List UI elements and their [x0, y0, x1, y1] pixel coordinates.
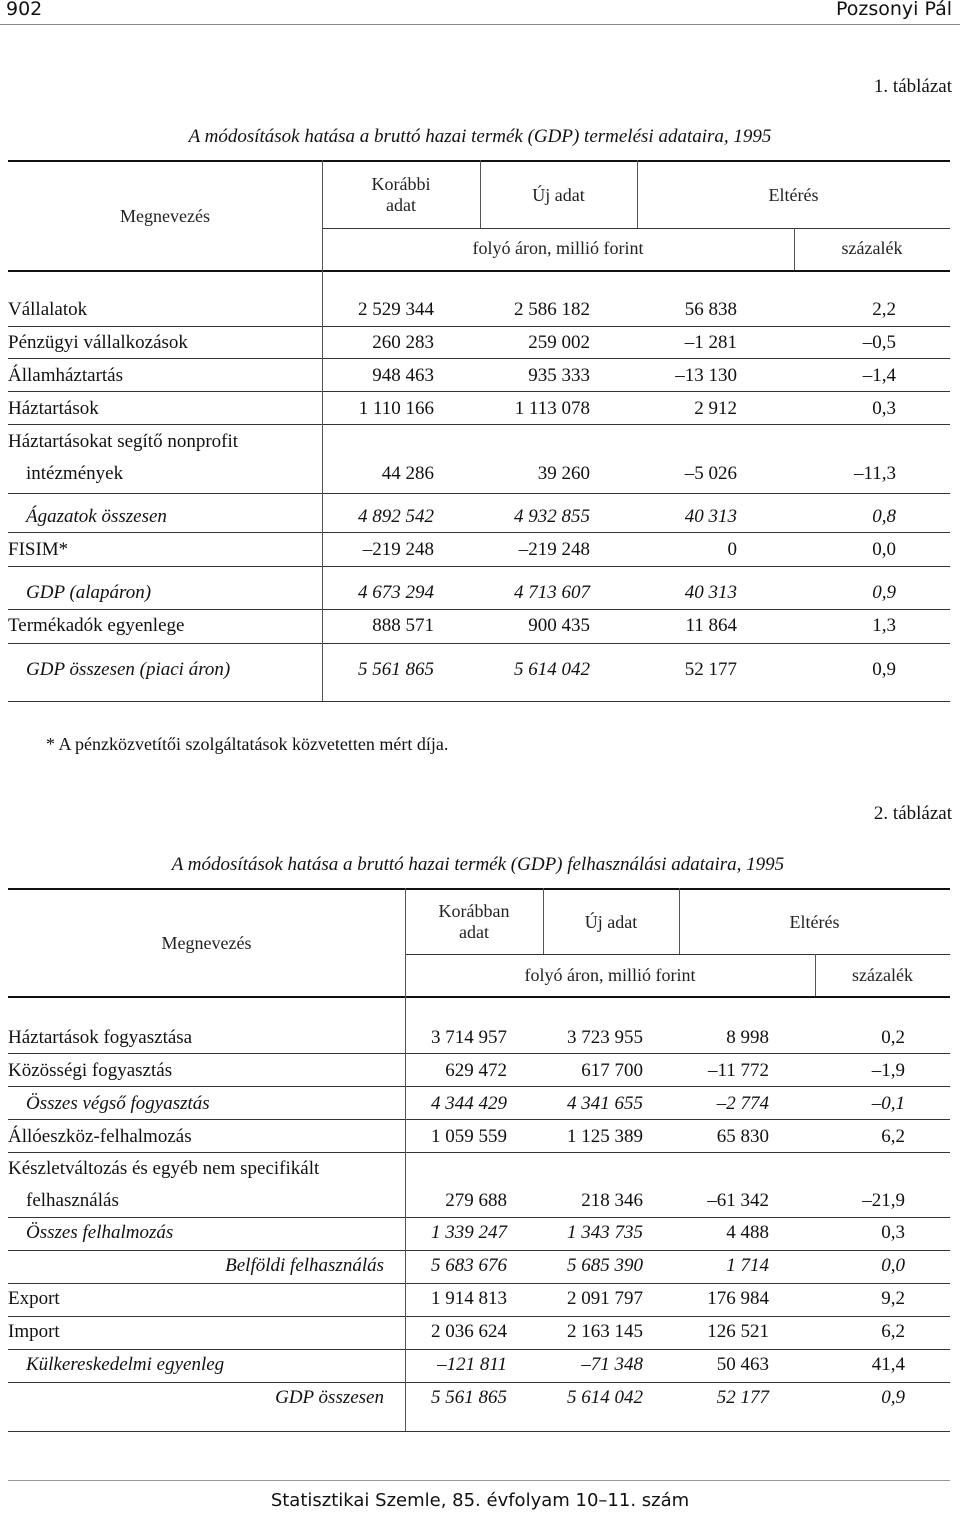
cell-pct: 2,2: [872, 299, 896, 320]
cell-diff: 50 463: [716, 1354, 769, 1375]
table2-col-old-line1: Korábban: [438, 901, 510, 921]
footer-rule: [8, 1480, 950, 1481]
cell-old: 2 529 344: [358, 299, 434, 320]
cell-old: –121 811: [437, 1354, 507, 1375]
cell-diff: 65 830: [716, 1126, 769, 1147]
cell-new: 3 723 955: [567, 1027, 643, 1048]
cell-old: 5 561 865: [431, 1387, 507, 1408]
cell-new: 1 113 078: [514, 398, 590, 419]
cell-diff: –2 774: [716, 1093, 769, 1114]
table2-row-rule: [8, 1217, 950, 1218]
table2-row-rule: [8, 1283, 950, 1284]
cell-new: 2 586 182: [514, 299, 590, 320]
table2-row-rule: [8, 1349, 950, 1350]
cell-old: 1 110 166: [358, 398, 434, 419]
row-label: Ágazatok összesen: [26, 506, 167, 527]
table2-title: A módosítások hatása a bruttó hazai termék (GDP) felhasználási adataira, 1995: [171, 854, 785, 875]
table2-row-rule: [8, 1053, 950, 1054]
table2-row-rule: [8, 1250, 950, 1251]
cell-pct: –21,9: [862, 1190, 905, 1211]
page-number: 902: [6, 0, 43, 20]
table1-row-rule: [8, 358, 950, 359]
table1-row-rule: [8, 566, 950, 567]
cell-pct: 0,0: [872, 539, 896, 560]
cell-new: 617 700: [581, 1060, 643, 1081]
table2-row-rule: [8, 1152, 950, 1153]
table2-col-diff: Eltérés: [789, 912, 840, 932]
cell-new: 39 260: [537, 463, 590, 484]
cell-new: 4 341 655: [567, 1093, 643, 1114]
cell-pct: –11,3: [853, 463, 896, 484]
table1-row-rule: [8, 391, 950, 392]
table1-row-rule: [8, 643, 950, 644]
cell-diff: 52 177: [684, 659, 737, 680]
row-label: Import: [8, 1321, 60, 1342]
cell-old: 279 688: [445, 1190, 507, 1211]
table1-header-bottom-rule: [8, 270, 950, 272]
cell-pct: 0,2: [881, 1027, 905, 1048]
cell-new: 5 614 042: [567, 1387, 643, 1408]
cell-pct: 0,9: [872, 659, 896, 680]
cell-pct: –1,4: [862, 365, 896, 386]
table1-bottom-rule: [8, 701, 950, 702]
table1-col-new: Új adat: [532, 185, 585, 205]
cell-old: 1 059 559: [431, 1126, 507, 1147]
table2-col-old-line2: adat: [459, 922, 489, 942]
table1-col-old-line1: Korábbi: [371, 174, 431, 194]
table1-header-mid-rule: [322, 228, 950, 229]
cell-pct: –1,9: [871, 1060, 905, 1081]
cell-old: 2 036 624: [431, 1321, 507, 1342]
cell-pct: 9,2: [881, 1288, 905, 1309]
cell-pct: 0,0: [881, 1255, 905, 1276]
page-footer: Statisztikai Szemle, 85. évfolyam 10–11. szám: [270, 1490, 690, 1511]
table2-row-rule: [8, 1382, 950, 1383]
table1-row-rule: [8, 609, 950, 610]
cell-old: 5 683 676: [431, 1255, 507, 1276]
cell-diff: 4 488: [726, 1222, 769, 1243]
row-label: Készletváltozás és egyéb nem specifikált: [8, 1158, 320, 1179]
table2-header-mid-rule: [405, 954, 950, 955]
cell-new: 1 125 389: [567, 1126, 643, 1147]
cell-old: 4 344 429: [431, 1093, 507, 1114]
row-label: Export: [8, 1288, 60, 1309]
table1-footnote: * A pénzközvetítői szolgáltatások közvetetten mért díja.: [46, 734, 449, 754]
row-label: Összes végső fogyasztás: [26, 1093, 210, 1114]
cell-old: 4 673 294: [358, 582, 434, 603]
cell-pct: 0,3: [872, 398, 896, 419]
table1-row-rule: [8, 493, 950, 494]
cell-new: –71 348: [581, 1354, 643, 1375]
cell-new: 1 343 735: [567, 1222, 643, 1243]
table2-unit-value: folyó áron, millió forint: [524, 965, 696, 985]
row-label: GDP összesen: [275, 1387, 384, 1408]
cell-diff: 8 998: [726, 1027, 769, 1048]
cell-old: 629 472: [445, 1060, 507, 1081]
page-header: [0, 0, 960, 25]
author-name: Pozsonyi Pál: [835, 0, 952, 20]
cell-old: 888 571: [372, 615, 434, 636]
cell-old: 1 914 813: [431, 1288, 507, 1309]
table1-top-rule: [8, 160, 950, 162]
row-label: Háztartások: [8, 398, 99, 419]
cell-diff: 56 838: [684, 299, 737, 320]
row-label: FISIM*: [8, 539, 69, 560]
cell-diff: 52 177: [716, 1387, 769, 1408]
row-label: Háztartások fogyasztása: [8, 1027, 193, 1048]
cell-diff: 11 864: [685, 615, 737, 636]
cell-diff: 40 313: [684, 506, 737, 527]
row-label: Külkereskedelmi egyenleg: [26, 1354, 225, 1375]
cell-pct: –0,5: [862, 332, 896, 353]
cell-diff: 2 912: [694, 398, 737, 419]
cell-new: 218 346: [581, 1190, 643, 1211]
cell-diff: –13 130: [675, 365, 737, 386]
row-label: Termékadók egyenlege: [8, 615, 185, 636]
cell-new: 4 713 607: [514, 582, 590, 603]
table2-top-rule: [8, 888, 950, 890]
cell-pct: –0,1: [871, 1093, 905, 1114]
cell-new: 2 091 797: [567, 1288, 643, 1309]
table1-col-diff: Eltérés: [768, 185, 819, 205]
cell-pct: 0,9: [881, 1387, 905, 1408]
cell-pct: 6,2: [881, 1321, 905, 1342]
table1-row-rule: [8, 532, 950, 533]
cell-old: 5 561 865: [358, 659, 434, 680]
cell-old: 948 463: [372, 365, 434, 386]
row-label: Állóeszköz-felhalmozás: [8, 1126, 192, 1147]
table2-row-rule: [8, 1316, 950, 1317]
table1-label: 1. táblázat: [873, 76, 952, 97]
row-label: Belföldi felhasználás: [225, 1255, 384, 1276]
cell-old: 260 283: [372, 332, 434, 353]
cell-diff: –11 772: [707, 1060, 769, 1081]
cell-new: –219 248: [518, 539, 590, 560]
row-label: Közösségi fogyasztás: [8, 1060, 173, 1081]
cell-pct: 41,4: [871, 1354, 905, 1375]
table1-row-rule: [8, 326, 950, 327]
cell-new: 259 002: [528, 332, 590, 353]
table2-row-rule: [8, 1119, 950, 1120]
cell-diff: –1 281: [684, 332, 737, 353]
table1-title: A módosítások hatása a bruttó hazai termék (GDP) termelési adataira, 1995: [188, 126, 772, 147]
cell-pct: 0,8: [872, 506, 896, 527]
table1-unit-pct: százalék: [841, 238, 903, 258]
table1-col-old-line2: adat: [386, 195, 416, 215]
row-label: Pénzügyi vállalkozások: [8, 332, 188, 353]
cell-old: 3 714 957: [431, 1027, 507, 1048]
cell-pct: 0,9: [872, 582, 896, 603]
cell-pct: 1,3: [872, 615, 896, 636]
cell-diff: –61 342: [707, 1190, 769, 1211]
table1-unit-value: folyó áron, millió forint: [472, 238, 644, 258]
row-label-cont: intézmények: [26, 463, 124, 484]
cell-diff: 0: [727, 539, 737, 560]
cell-new: 900 435: [528, 615, 590, 636]
table2-header-bottom-rule: [8, 996, 950, 998]
table1-col-name: Megnevezés: [120, 206, 210, 226]
cell-pct: 0,3: [881, 1222, 905, 1243]
cell-new: 935 333: [528, 365, 590, 386]
table2-bottom-rule: [8, 1431, 950, 1432]
cell-new: 5 614 042: [514, 659, 590, 680]
cell-diff: 176 984: [707, 1288, 769, 1309]
table2-col-name: Megnevezés: [161, 933, 252, 953]
row-label: Államháztartás: [8, 365, 124, 386]
cell-old: 1 339 247: [431, 1222, 507, 1243]
table2-unit-pct: százalék: [852, 965, 913, 985]
row-label-cont: felhasználás: [26, 1190, 119, 1211]
row-label: GDP (alapáron): [26, 582, 152, 603]
cell-diff: –5 026: [684, 463, 737, 484]
cell-diff: 1 714: [726, 1255, 769, 1276]
cell-diff: 40 313: [684, 582, 737, 603]
row-label: Háztartásokat segítő nonprofit: [8, 431, 239, 452]
cell-pct: 6,2: [881, 1126, 905, 1147]
table2-col-new: Új adat: [584, 912, 638, 932]
table1-row-rule: [8, 424, 950, 425]
cell-new: 5 685 390: [567, 1255, 643, 1276]
table2-row-rule: [8, 1086, 950, 1087]
cell-old: –219 248: [362, 539, 434, 560]
cell-old: 44 286: [381, 463, 434, 484]
row-label: GDP összesen (piaci áron): [26, 659, 231, 680]
cell-new: 2 163 145: [567, 1321, 643, 1342]
cell-old: 4 892 542: [358, 506, 434, 527]
cell-new: 4 932 855: [514, 506, 590, 527]
table2-label: 2. táblázat: [873, 803, 952, 824]
row-label: Összes felhalmozás: [26, 1222, 174, 1243]
row-label: Vállalatok: [8, 299, 88, 320]
cell-diff: 126 521: [707, 1321, 769, 1342]
